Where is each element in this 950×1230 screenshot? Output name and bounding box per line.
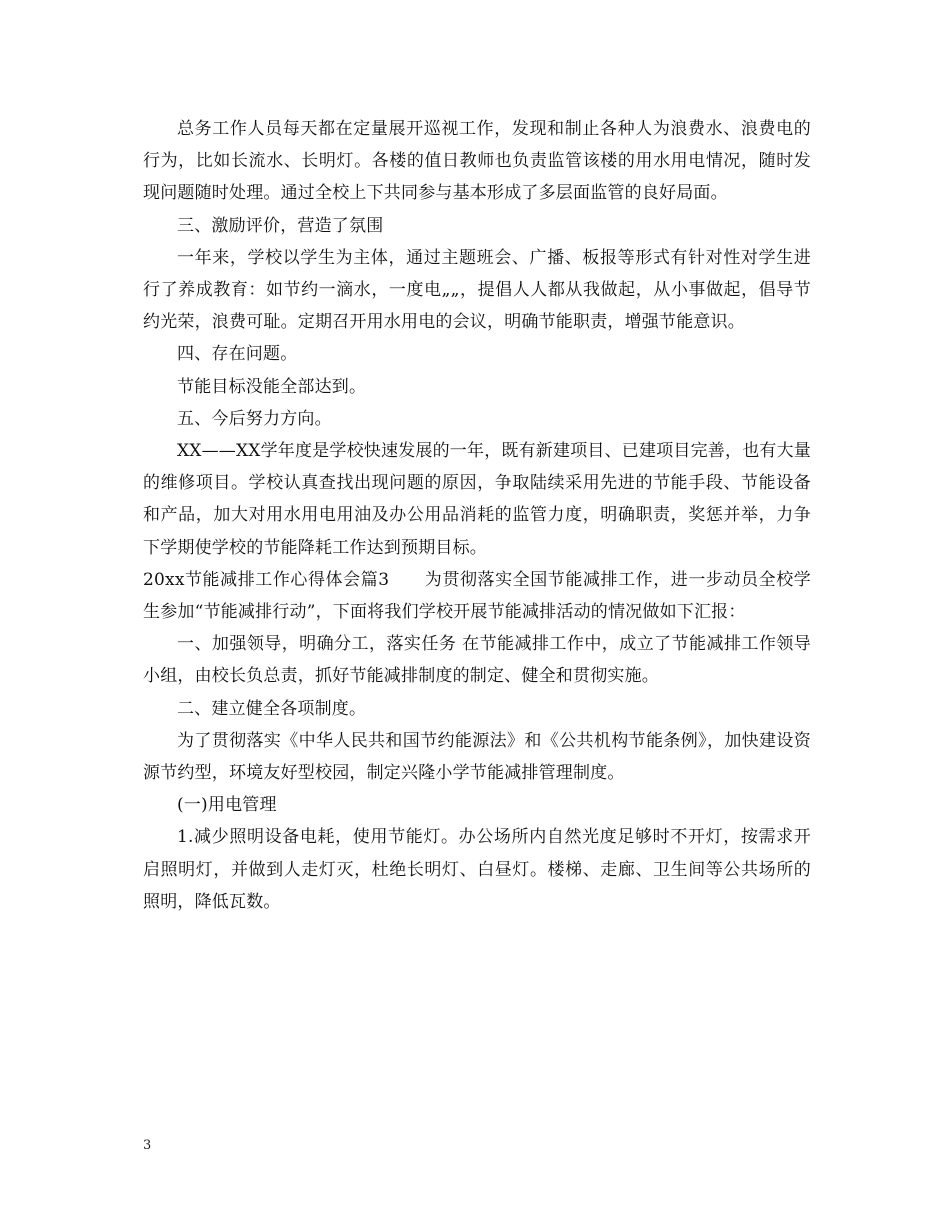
- paragraph-education: 一年来，学校以学生为主体，通过主题班会、广播、板报等形式有针对性对学生进行了养成教育：如节约一滴水，一度电„„，提倡人人都从我做起，从小事做起，倡导节约光荣，浪费可耻。定期召开用水用电的会议，明确节能职责，增强节能意识。: [143, 247, 811, 333]
- paragraph-leadership: 一、加强领导，明确分工，落实任务 在节能减排工作中，成立了节能减排工作领导小组，由校长负总责，抓好节能减排制度的制定、健全和贯彻实施。: [143, 634, 811, 687]
- paragraph-energy-law: 为了贯彻落实《中华人民共和国节约能源法》和《公共机构节能条例》，加快建设资源节约型，环境友好型校园，制定兴隆小学节能减排管理制度。: [143, 730, 811, 784]
- heading-incentive-evaluation: 三、激励评价，营造了氛围: [177, 215, 384, 236]
- paragraph-lighting: 1.减少照明设备电耗，使用节能灯。办公场所内自然光度足够时不开灯，按需求开启照明灯，并做到人走灯灭，杜绝长明灯、白昼灯。楼梯、走廊、卫生间等公共场所的照明，降低瓦数。: [143, 827, 811, 912]
- heading-existing-problems: 四、存在问题。: [177, 344, 298, 365]
- document-body: [143, 113, 811, 918]
- paragraph-academic-year: XX——XX学年度是学校快速发展的一年，既有新建项目、已建项目完善，也有大量的维修项目。学校认真查找出现问题的原因，争取陆续采用先进的节能手段、节能设备和产品，加大对用水用电用油及办公用品消耗的监管力度，明确职责，奖惩并举，力争下学期使学校的节能降耗工作达到预期目标。: [143, 441, 812, 558]
- page-number: 3: [143, 1138, 152, 1153]
- heading-electricity-management: (一)用电管理: [177, 795, 277, 816]
- paragraph-article-3-intro: 20xx节能减排工作心得体会篇3 为贯彻落实全国节能减排工作，进一步动员全校学生参加“节能减排行动”，下面将我们学校开展节能减排活动的情况做如下汇报：: [143, 569, 811, 623]
- paragraph-targets-not-met: 节能目标没能全部达到。: [177, 376, 367, 397]
- heading-establish-systems: 二、建立健全各项制度。: [177, 698, 367, 719]
- heading-future-direction: 五、今后努力方向。: [177, 408, 332, 429]
- paragraph-supervision: 总务工作人员每天都在定量展开巡视工作，发现和制止各种人为浪费水、浪费电的行为，比如长流水、长明灯。各楼的值日教师也负责监管该楼的用水用电情况，随时发现问题随时处理。通过全校上下共同参与基本形成了多层面监管的良好局面。: [143, 119, 811, 204]
